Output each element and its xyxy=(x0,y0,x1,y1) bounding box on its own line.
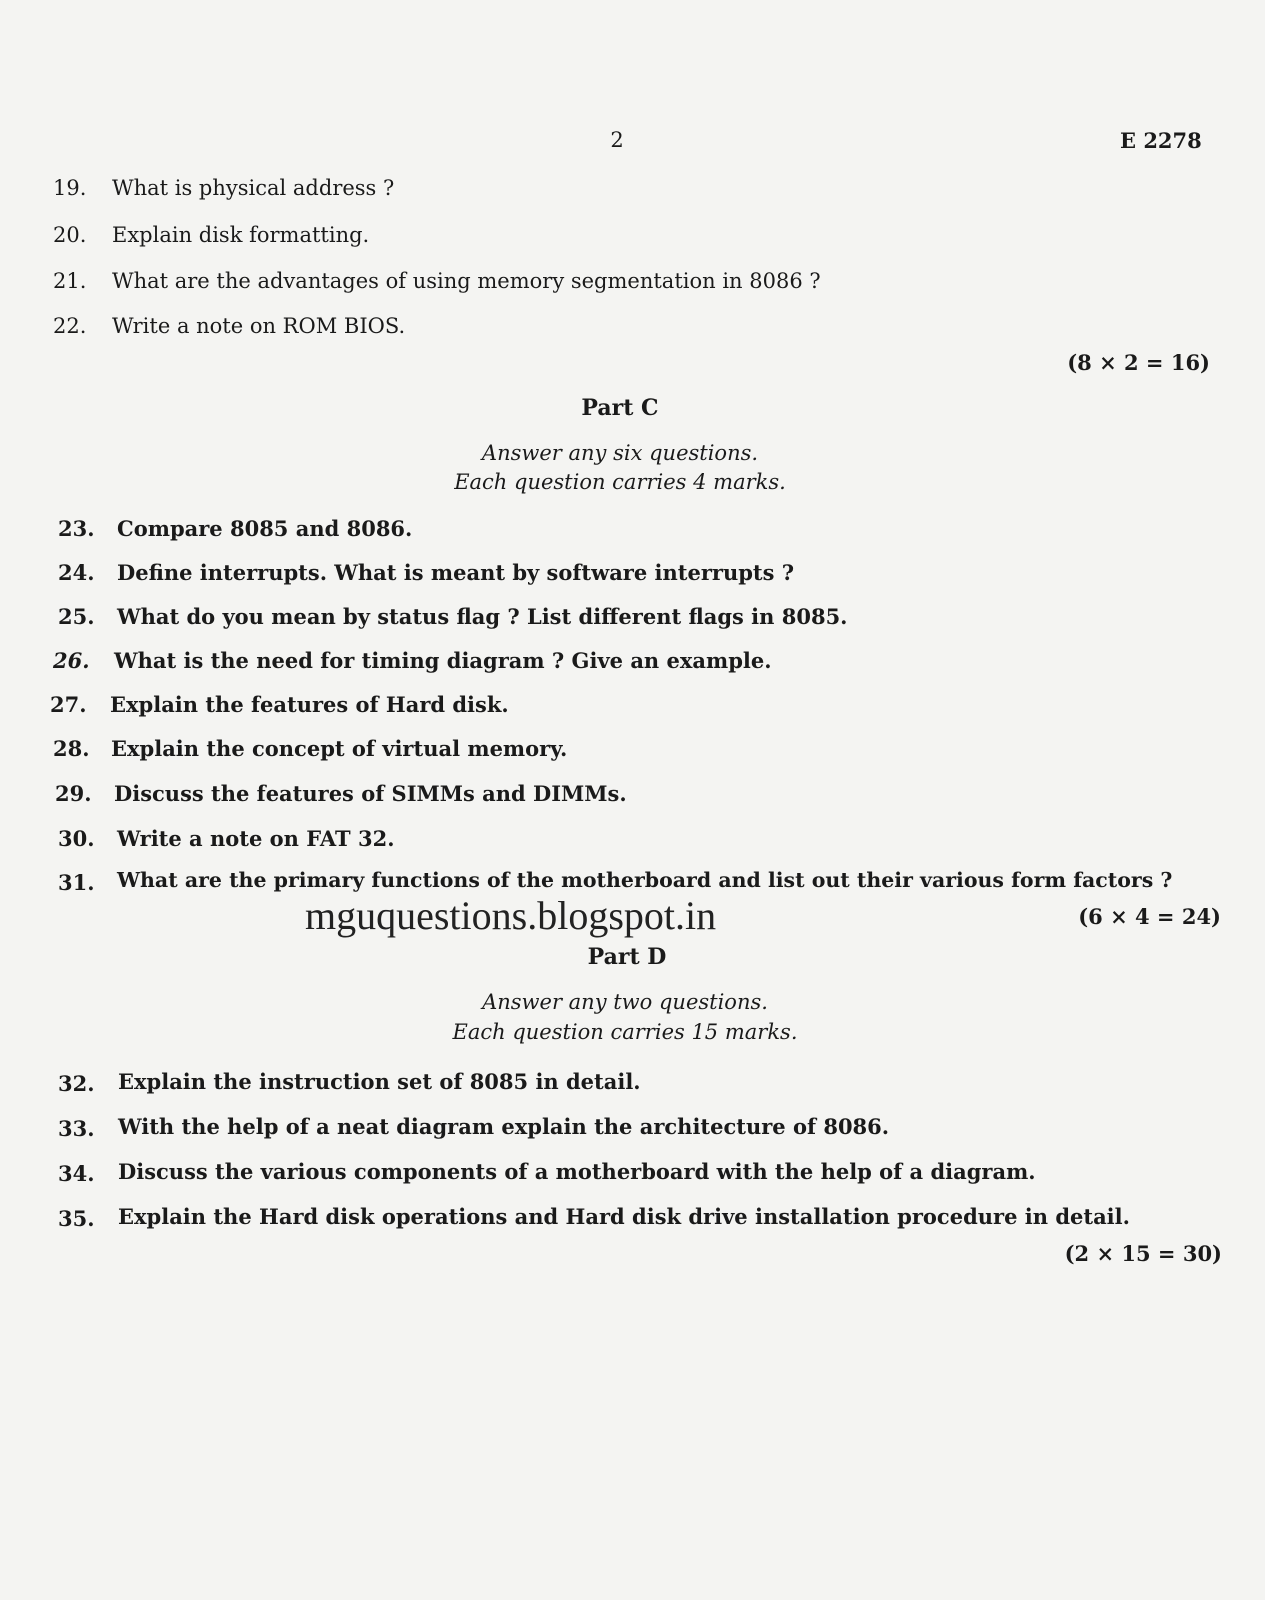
question-number: 28. xyxy=(53,736,90,761)
question-number: 34. xyxy=(58,1161,95,1186)
question-number: 19. xyxy=(53,176,87,200)
part-c-marks: (6 × 4 = 24) xyxy=(1078,904,1221,929)
part-c-title: Part C xyxy=(581,395,659,421)
question-text: What are the primary functions of the motherboard and list out their various form factors ? xyxy=(117,868,1173,892)
question-text: Explain the features of Hard disk. xyxy=(110,692,509,717)
question-text: Explain the concept of virtual memory. xyxy=(111,736,568,761)
question-text: Explain the instruction set of 8085 in detail. xyxy=(118,1069,641,1094)
question-number: 24. xyxy=(58,560,95,585)
question-number: 30. xyxy=(58,826,95,851)
question-number: 22. xyxy=(53,314,87,338)
question-text: Define interrupts. What is meant by software interrupts ? xyxy=(117,560,795,585)
question-text: What are the advantages of using memory segmentation in 8086 ? xyxy=(112,269,821,293)
question-number: 26. xyxy=(53,648,90,673)
part-c-instruction: Answer any six questions. xyxy=(481,441,759,465)
part-d-marks: (2 × 15 = 30) xyxy=(1064,1241,1222,1266)
question-text: Discuss the various components of a motherboard with the help of a diagram. xyxy=(118,1159,1036,1184)
page-number: 2 xyxy=(610,128,624,152)
part-c-instruction-marks: Each question carries 4 marks. xyxy=(454,470,786,494)
question-text: Explain the Hard disk operations and Hard disk drive installation procedure in detail. xyxy=(118,1204,1130,1229)
paper-code: E 2278 xyxy=(1120,128,1202,153)
question-number: 23. xyxy=(58,516,95,541)
watermark: mguquestions.blogspot.in xyxy=(305,893,717,938)
question-number: 20. xyxy=(53,223,87,247)
question-number: 27. xyxy=(50,692,87,717)
question-number: 35. xyxy=(58,1206,95,1231)
part-d-instruction-marks: Each question carries 15 marks. xyxy=(452,1020,798,1044)
part-d-title: Part D xyxy=(587,944,667,970)
question-text: With the help of a neat diagram explain the architecture of 8086. xyxy=(118,1114,890,1139)
question-number: 32. xyxy=(58,1071,95,1096)
question-text: Discuss the features of SIMMs and DIMMs. xyxy=(114,781,627,806)
part-b-marks: (8 × 2 = 16) xyxy=(1067,350,1210,375)
question-text: Compare 8085 and 8086. xyxy=(117,516,413,541)
question-number: 31. xyxy=(58,870,95,895)
question-number: 21. xyxy=(53,269,87,293)
question-text: Write a note on FAT 32. xyxy=(117,826,395,851)
question-number: 29. xyxy=(55,781,92,806)
part-d-instruction: Answer any two questions. xyxy=(482,990,768,1014)
question-text: Explain disk formatting. xyxy=(112,223,370,247)
question-text: What is the need for timing diagram ? Give an example. xyxy=(114,648,772,673)
question-text: Write a note on ROM BIOS. xyxy=(112,314,406,338)
question-text: What is physical address ? xyxy=(112,176,395,200)
question-number: 25. xyxy=(58,604,95,629)
question-number: 33. xyxy=(58,1116,95,1141)
question-text: What do you mean by status flag ? List different flags in 8085. xyxy=(117,604,848,629)
